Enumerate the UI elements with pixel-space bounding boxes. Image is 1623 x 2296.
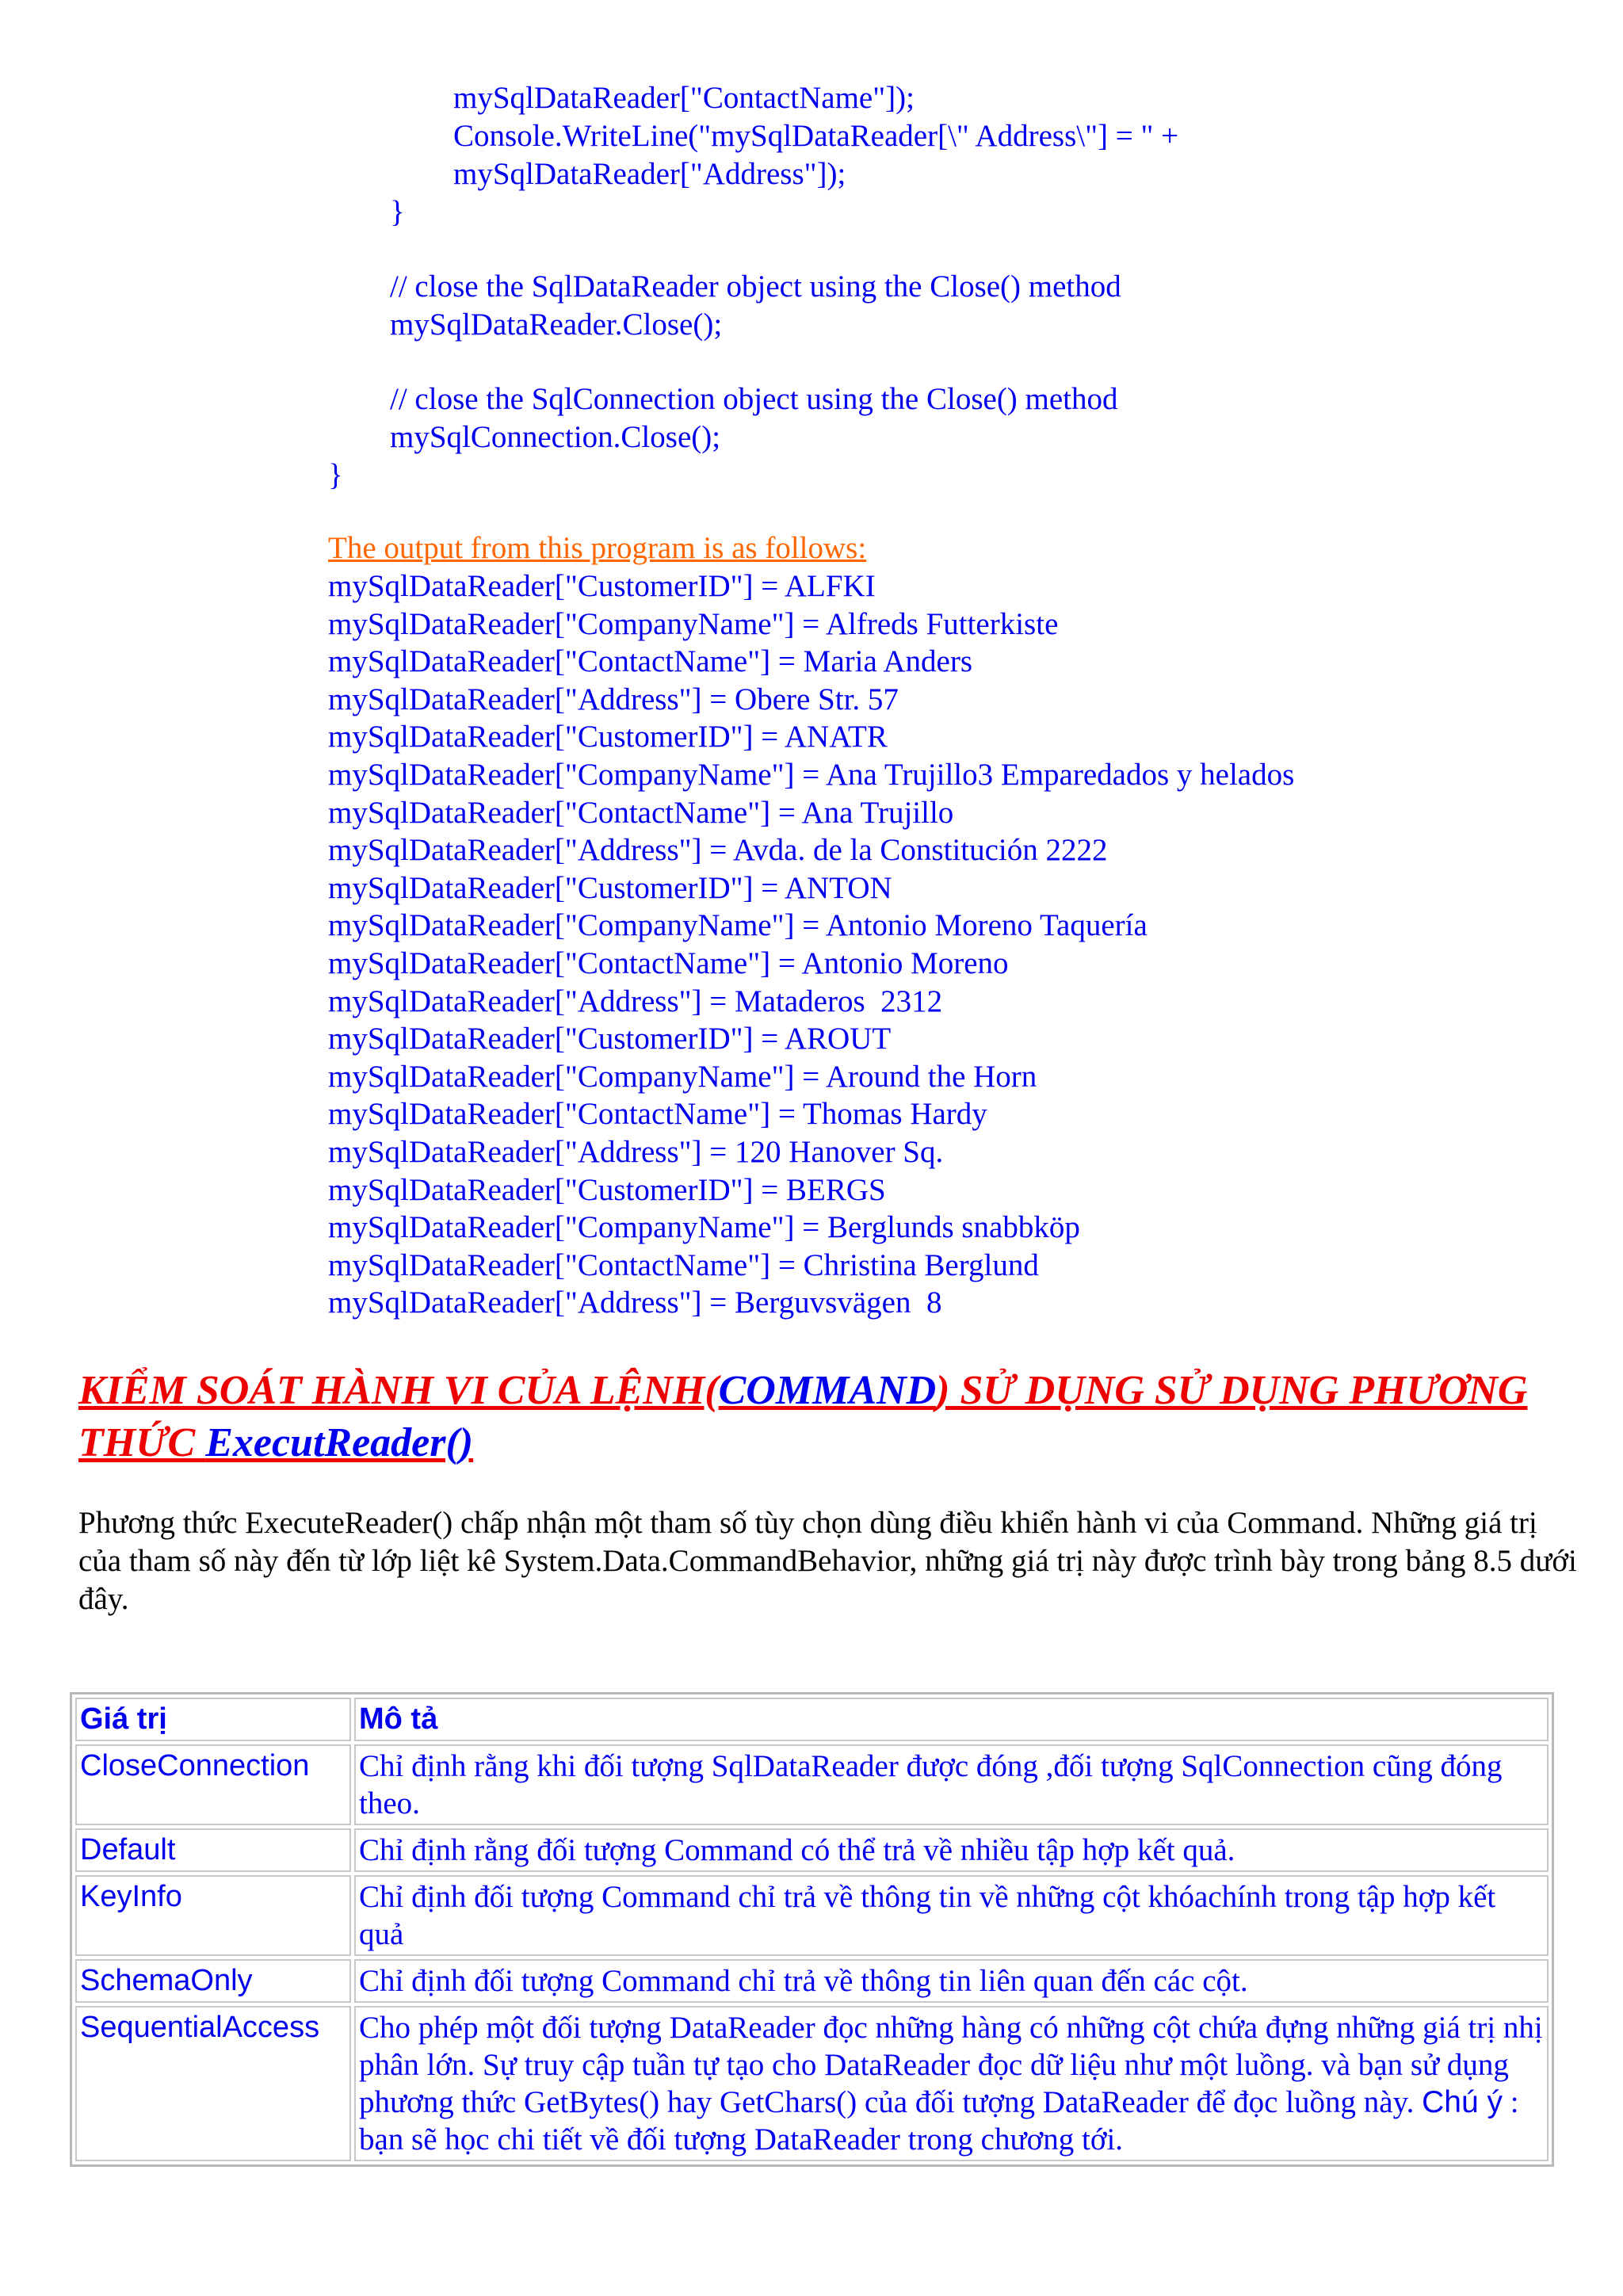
- command-behavior-table: [70, 1692, 1554, 2167]
- output-line: mySqlDataReader["Address"] = Mataderos 2312: [328, 984, 943, 1018]
- output-line: mySqlDataReader["CustomerID"] = BERGS: [328, 1173, 886, 1207]
- header-value: Giá trị: [75, 1698, 351, 1741]
- cell-description: Chỉ định đối tượng Command chỉ trả về thông tin liên quan đến các cột.: [354, 1959, 1549, 2003]
- output-line: mySqlDataReader["ContactName"] = Thomas Hardy: [328, 1097, 987, 1131]
- output-line: mySqlDataReader["CustomerID"] = ANATR: [328, 720, 888, 754]
- cell-value: KeyInfo: [75, 1875, 351, 1956]
- output-line: mySqlDataReader["ContactName"] = Antonio Moreno: [328, 946, 1009, 980]
- code-line: }: [328, 458, 343, 492]
- section-heading-method: ExecutReader(): [205, 1420, 474, 1465]
- code-line: }: [390, 195, 405, 229]
- code-line: mySqlDataReader.Close();: [390, 308, 723, 342]
- table-row: [75, 1828, 1549, 1872]
- code-comment: // close the SqlConnection object using the Close() method: [390, 382, 1118, 416]
- output-line: mySqlDataReader["CompanyName"] = Ana Trujillo3 Emparedados y helados: [328, 758, 1295, 792]
- cell-value: SequentialAccess: [75, 2006, 351, 2161]
- table-row: [75, 1875, 1549, 1956]
- code-comment: // close the SqlDataReader object using the Close() method: [390, 269, 1121, 304]
- output-line: mySqlDataReader["CompanyName"] = Alfreds Futterkiste: [328, 607, 1059, 641]
- section-heading-part: KIỂM SOÁT HÀNH VI CỦA LỆNH(: [78, 1368, 719, 1413]
- table-row: [75, 1744, 1549, 1825]
- cell-description: [354, 2006, 1549, 2161]
- output-line: mySqlDataReader["CustomerID"] = ALFKI: [328, 569, 876, 603]
- table-row: [75, 2006, 1549, 2161]
- output-line: mySqlDataReader["Address"] = Avda. de la Constitución 2222: [328, 833, 1108, 867]
- section-heading-part: ) SỬ DỤNG SỬ DỤNG PHƯƠNG THỨC: [78, 1368, 1528, 1465]
- cell-value: Default: [75, 1828, 351, 1872]
- output-line: mySqlDataReader["Address"] = 120 Hanover Sq.: [328, 1135, 944, 1169]
- output-line: mySqlDataReader["CustomerID"] = AROUT: [328, 1022, 892, 1056]
- output-line: mySqlDataReader["CompanyName"] = Around the Horn: [328, 1060, 1037, 1094]
- code-line: Console.WriteLine("mySqlDataReader[\" Address\"] = " +: [453, 119, 1179, 153]
- cell-description: Chỉ định đối tượng Command chỉ trả về thông tin về những cột khóachính trong tập hợp kết quả: [354, 1875, 1549, 1956]
- note-text: : bạn sẽ học chi tiết về đối tượng DataReader trong chương tới.: [359, 2085, 1519, 2157]
- output-line: mySqlDataReader["CompanyName"] = Berglunds snabbköp: [328, 1210, 1080, 1244]
- code-line: mySqlDataReader["Address"]);: [453, 157, 846, 191]
- note-label: Chú ý: [1422, 2085, 1503, 2119]
- table-header-row: [75, 1698, 1549, 1741]
- cell-description: Chỉ định rằng đối tượng Command có thể trả về nhiều tập hợp kết quả.: [354, 1828, 1549, 1872]
- cell-value: SchemaOnly: [75, 1959, 351, 2003]
- code-line: mySqlConnection.Close();: [390, 420, 721, 454]
- code-line: mySqlDataReader["ContactName"]);: [453, 81, 915, 115]
- output-line: mySqlDataReader["ContactName"] = Maria Anders: [328, 644, 973, 678]
- header-description: Mô tả: [354, 1698, 1549, 1741]
- section-heading-command: COMMAND: [718, 1368, 937, 1413]
- output-line: mySqlDataReader["CompanyName"] = Antonio Moreno Taquería: [328, 908, 1148, 942]
- output-line: mySqlDataReader["Address"] = Obere Str. 57: [328, 682, 899, 716]
- section-heading: [78, 1365, 1584, 1469]
- output-heading: The output from this program is as follows:: [328, 531, 867, 565]
- output-line: mySqlDataReader["Address"] = Berguvsvägen 8: [328, 1286, 942, 1320]
- body-paragraph: Phương thức ExecuteReader() chấp nhận một tham số tùy chọn dùng điều khiển hành vi của Command. Những giá trị của tham số này đến từ lớp liệt kê System.Data.CommandBehavior, những giá trị này được trình bày trong bảng 8.5 dưới đây.: [78, 1506, 1577, 1616]
- cell-description-text: Cho phép một đối tượng DataReader đọc những hàng có những cột chứa đựng những giá trị nhị phân lớn. Sự truy cập tuần tự tạo cho DataReader đọc dữ liệu như một luồng. và bạn sử dụng phương thức GetBytes() hay GetChars() của đối tượng DataReader để đọc luồng này.: [359, 2011, 1543, 2119]
- output-line: mySqlDataReader["CustomerID"] = ANTON: [328, 871, 892, 905]
- output-line: mySqlDataReader["ContactName"] = Christina Berglund: [328, 1248, 1039, 1282]
- cell-value: CloseConnection: [75, 1744, 351, 1825]
- output-line: mySqlDataReader["ContactName"] = Ana Trujillo: [328, 796, 954, 830]
- table-row: [75, 1959, 1549, 2003]
- cell-description: Chỉ định rằng khi đối tượng SqlDataReader được đóng ,đối tượng SqlConnection cũng đóng theo.: [354, 1744, 1549, 1825]
